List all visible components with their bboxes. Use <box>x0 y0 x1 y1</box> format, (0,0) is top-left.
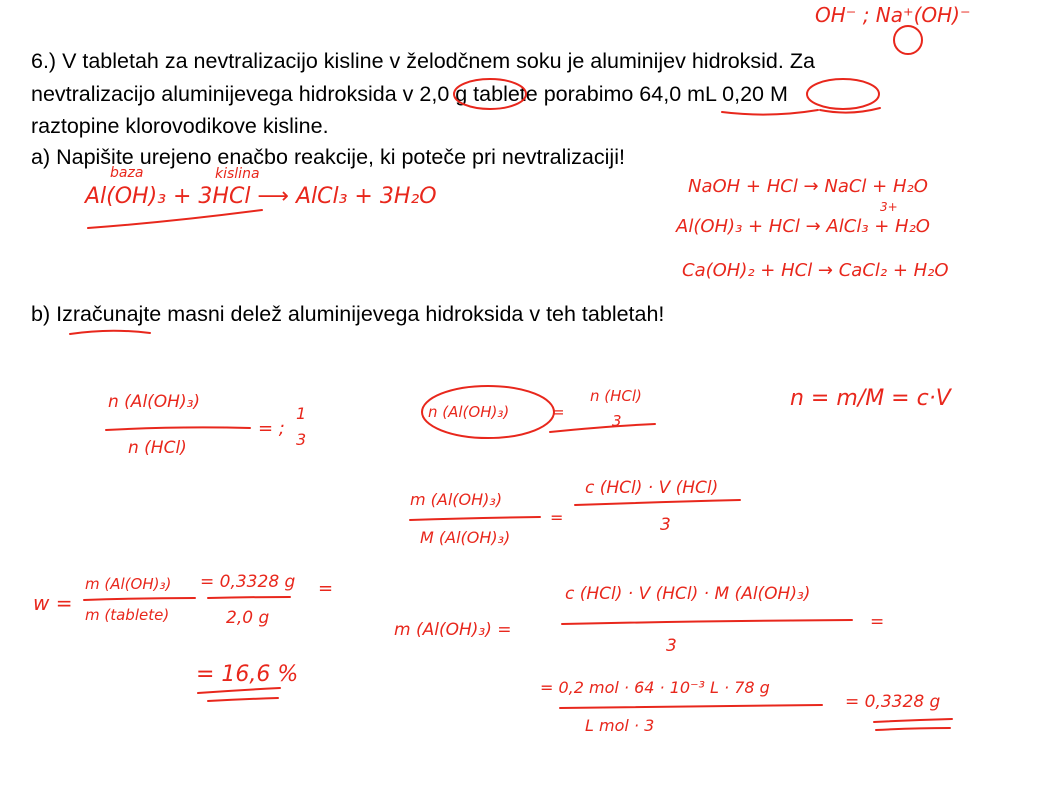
calc-numerator: = 0,2 mol · 64 · 10⁻³ L · 78 g <box>540 678 770 697</box>
mass-lhs: m (Al(OH)₃) = <box>394 620 512 640</box>
w-underline-1 <box>198 688 280 693</box>
side-charge-note: 3+ <box>880 200 898 214</box>
side-equation-2: Al(OH)₃ + HCl → AlCl₃ + H₂O <box>676 216 930 237</box>
main-reaction-equation: Al(OH)₃ + 3HCl ⟶ AlCl₃ + 3H₂O <box>85 184 437 209</box>
problem-line-3: raztopine klorovodikove kisline. <box>31 114 329 138</box>
calc-bar <box>560 705 822 708</box>
calc-result: = 0,3328 g <box>845 692 941 712</box>
w-value-denominator: 2,0 g <box>226 608 270 628</box>
calc-denominator: L mol · 3 <box>585 716 655 735</box>
w-bar-left <box>84 598 195 600</box>
circled-rhs-denominator: 3 <box>612 412 622 430</box>
label-kislina: kislina <box>215 166 260 182</box>
circled-bar <box>550 424 655 432</box>
step2-denominator: M (Al(OH)₃) <box>420 528 511 547</box>
ion-note: OH⁻ ; Na⁺(OH)⁻ <box>815 3 971 27</box>
underline-volume <box>722 110 818 115</box>
w-numerator: m (Al(OH)₃) <box>85 575 172 593</box>
mass-bar <box>562 620 852 624</box>
w-result: = 16,6 % <box>196 662 299 687</box>
step2-rhs-denominator: 3 <box>660 515 671 535</box>
calc-underline-1 <box>874 719 952 722</box>
ratio-separator: = ; <box>258 418 285 439</box>
underline-izracunajte <box>70 331 150 334</box>
step2-bar-left <box>410 517 540 520</box>
calc-underline-2 <box>876 728 950 730</box>
circle-oh <box>894 26 922 54</box>
mass-numerator: c (HCl) · V (HCl) · M (Al(OH)₃) <box>565 584 811 604</box>
label-baza: baza <box>110 165 144 181</box>
mass-tail-eq: = <box>870 612 885 632</box>
ratio-bar <box>106 427 250 430</box>
mass-denominator: 3 <box>666 636 677 656</box>
problem-line-2: nevtralizacijo aluminijevega hidroksida v 2,0 g tablete porabimo 64,0 mL 0,20 M <box>31 82 788 106</box>
step2-rhs-numerator: c (HCl) · V (HCl) <box>585 478 719 498</box>
w-bar-right <box>208 597 290 598</box>
w-lhs: w = <box>33 591 73 615</box>
ratio-denominator: n (HCl) <box>128 438 187 458</box>
step2-numerator: m (Al(OH)₃) <box>410 490 503 509</box>
underline-equation <box>88 210 262 228</box>
step2-bar-right <box>575 500 740 505</box>
ratio-value-denominator: 3 <box>296 430 307 449</box>
w-tail-eq: = <box>318 578 334 599</box>
circled-rhs-numerator: n (HCl) <box>590 387 642 405</box>
ratio-numerator: n (Al(OH)₃) <box>108 392 201 412</box>
circled-lhs: n (Al(OH)₃) <box>428 403 510 421</box>
mole-formula: n = m/M = c·V <box>790 386 951 411</box>
w-underline-2 <box>208 698 278 701</box>
underline-molarity <box>820 108 880 113</box>
ratio-value-numerator: 1 <box>296 404 307 423</box>
side-equation-3: Ca(OH)₂ + HCl → CaCl₂ + H₂O <box>682 260 949 281</box>
side-equation-1: NaOH + HCl → NaCl + H₂O <box>688 176 928 197</box>
w-value-numerator: = 0,3328 g <box>200 572 296 592</box>
question-a: a) Napišite urejeno enačbo reakcije, ki poteče pri nevtralizaciji! <box>31 145 625 169</box>
step2-eq-sign: = <box>550 508 564 527</box>
w-denominator: m (tablete) <box>85 606 170 624</box>
problem-line-1: 6.) V tabletah za nevtralizacijo kisline v želodčnem soku je aluminijev hidroksid. Za <box>31 49 815 73</box>
circle-molarity <box>807 79 879 109</box>
question-b: b) Izračunajte masni delež aluminijevega hidroksida v teh tabletah! <box>31 302 665 326</box>
circled-eq-sign: = <box>552 403 565 421</box>
